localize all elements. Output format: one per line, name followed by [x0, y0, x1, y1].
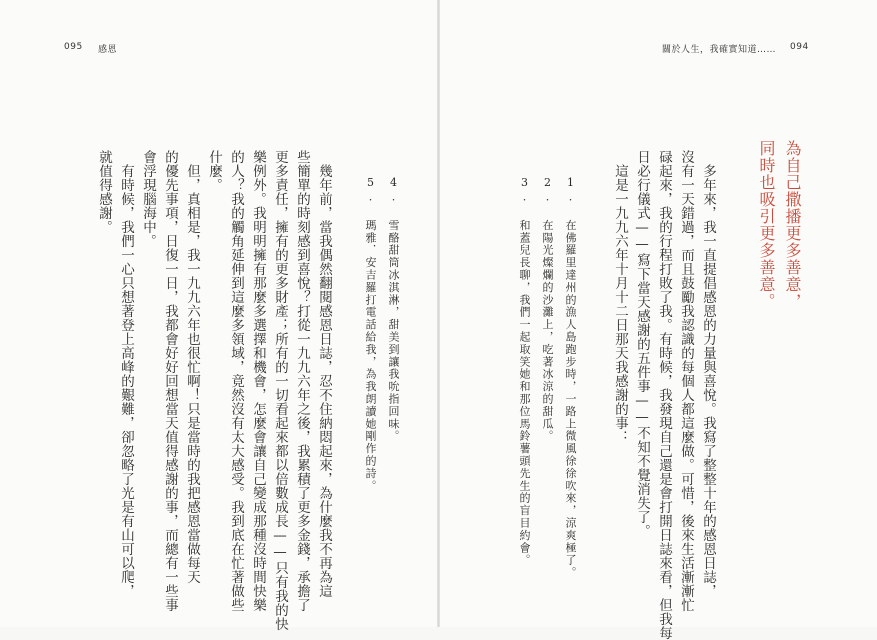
body-column: 會浮現腦海中。 — [140, 150, 156, 248]
body-column: 樂例外。我明明擁有那麼多選擇和機會，怎麼會讓自己變成那種沒時間快樂 — [250, 150, 266, 612]
body-column: 幾年前，當我偶然翻閱感恩日誌，忍不住納悶起來，為什麼我不再為這 — [316, 164, 332, 598]
body-column: 碌起來，我的行程打敗了我。有時候，我發現自己還是會打開日誌來看，但我每 — [656, 150, 672, 640]
gratitude-list-item: 4. 雪酪甜筒冰淇淋，甜美到讓我吮指回味。 — [387, 176, 400, 443]
left-page-number: 095 — [64, 42, 83, 52]
body-column: 什麼。 — [206, 150, 222, 192]
pull-quote-line: 為自己撒播更多善意， — [783, 140, 802, 310]
gratitude-list-item: 3. 和蓋兒長聊，我們一起取笑她和那位馬鈴薯頭先生的盲目約會。 — [518, 176, 531, 567]
body-column: 就值得感謝。 — [96, 150, 112, 234]
body-column: 的人？我的觸角延伸到這麼多領域，竟然沒有太大感受。我到底在忙著做些 — [228, 150, 244, 612]
body-column: 沒有一天錯過，而且鼓勵我認識的每個人都這麼做。可惜，後來生活漸漸忙 — [678, 150, 694, 612]
book-gutter — [437, 0, 440, 627]
body-column: 日必行儀式——寫下當天感謝的五件事——不知不覺消失了。 — [634, 150, 650, 538]
body-column: 的優先事項，日復一日，我都會好好回想當天值得感謝的事，而總有一些事 — [162, 150, 178, 612]
gratitude-list-item: 5. 瑪雅．安吉羅打電話給我，為我朗讀她剛作的詩。 — [364, 176, 377, 492]
right-running-title: 關於人生，我確實知道…… — [662, 45, 777, 55]
gratitude-list-item: 1. 在佛羅里達州的漁人島跑步時，一路上微風徐徐吹來，涼爽極了。 — [564, 176, 577, 579]
body-column: 更多責任，擁有的更多財產；所有的一切看起來都以倍數成長——只有我的快 — [272, 150, 288, 631]
body-column: 有時候，我們一心只想著登上高峰的艱難，卻忽略了光是有山可以爬， — [118, 164, 134, 598]
pull-quote-line: 同時也吸引更多善意。 — [757, 140, 776, 310]
gratitude-list-item: 2. 在陽光燦爛的沙灘上，吃著冰涼的甜瓜。 — [541, 176, 554, 443]
left-running-title: 感恩 — [98, 45, 118, 55]
body-column: 這是一九九六年十月十二日那天我感謝的事： — [612, 164, 628, 444]
body-column: 多年來，我一直提倡感恩的力量與喜悅。我寫了整整十年的感恩日誌， — [700, 164, 716, 598]
body-column: 但，真相是，我一九九六年也很忙啊！只是當時的我把感恩當做每天 — [184, 164, 200, 584]
body-column: 些簡單的時刻感到喜悅？打從一九九六年之後，我累積了更多金錢，承擔了 — [294, 150, 310, 612]
right-page-number: 094 — [790, 42, 809, 52]
